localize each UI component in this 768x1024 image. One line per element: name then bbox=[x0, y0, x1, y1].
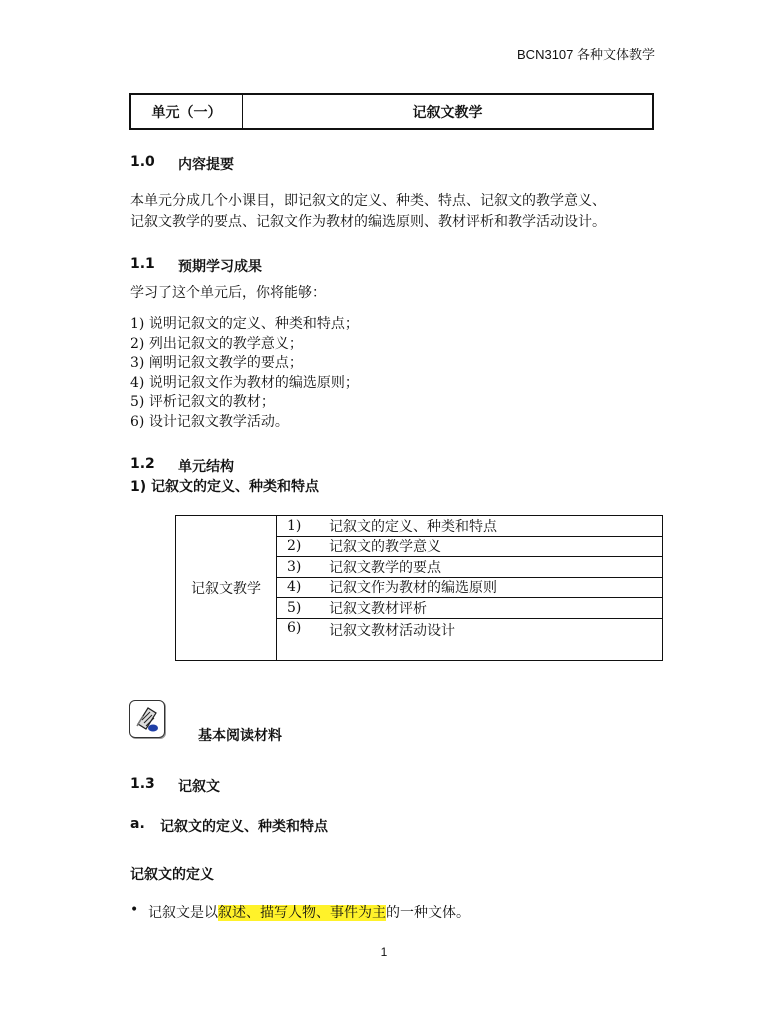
section-1-3-heading bbox=[130, 776, 220, 796]
row-number: 5) bbox=[287, 599, 302, 616]
section-number: 1.1 bbox=[130, 256, 155, 272]
section-subtitle: 1) 记叙文的定义、种类和特点 bbox=[130, 479, 320, 495]
section-title: 内容提要 bbox=[178, 157, 234, 173]
summary-line: 记叙文教学的要点、记叙文作为教材的编选原则、教材评析和教学活动设计。 bbox=[130, 214, 606, 230]
bullet-text-pre: 记叙文是以 bbox=[148, 905, 218, 921]
section-1-0-heading bbox=[130, 154, 234, 174]
table-row bbox=[277, 537, 662, 558]
summary-paragraph bbox=[130, 191, 650, 233]
list-item: 3) 阐明记叙文教学的要点； bbox=[130, 355, 303, 371]
unit-title: 记叙文教学 bbox=[412, 104, 483, 121]
table-row bbox=[277, 598, 662, 619]
list-item: 2) 列出记叙文的教学意义； bbox=[130, 335, 303, 352]
table-row bbox=[277, 578, 662, 599]
highlighted-text: 叙述、描写人物、事件为主 bbox=[218, 905, 386, 921]
section-1-2-heading bbox=[130, 456, 234, 476]
row-number: 3) bbox=[287, 558, 302, 575]
row-text: 记叙文教材评析 bbox=[329, 600, 427, 617]
list-item: 1) 说明记叙文的定义、种类和特点； bbox=[130, 316, 359, 332]
row-text: 记叙文的定义、种类和特点 bbox=[329, 518, 497, 535]
section-number: 1.2 bbox=[130, 456, 155, 472]
unit-label: 单元（一） bbox=[131, 95, 243, 128]
section-number: a. bbox=[130, 816, 145, 832]
section-1-1-heading bbox=[130, 256, 262, 276]
section-title: 记叙文 bbox=[178, 779, 220, 795]
structure-rows bbox=[277, 516, 662, 660]
row-number: 4) bbox=[287, 579, 302, 596]
row-number: 6) bbox=[287, 619, 302, 636]
definition-heading: 记叙文的定义 bbox=[130, 867, 214, 883]
section-title: 预期学习成果 bbox=[178, 259, 262, 275]
structure-topic-cell: 记叙文教学 bbox=[176, 516, 277, 660]
section-a-heading bbox=[130, 816, 328, 836]
reading-material-icon bbox=[129, 700, 165, 738]
row-number: 2) bbox=[287, 538, 302, 555]
bullet-dot: • bbox=[130, 902, 139, 918]
row-text: 记叙文教学的要点 bbox=[329, 559, 441, 576]
row-number: 1) bbox=[287, 517, 302, 534]
page-number: 1 bbox=[380, 945, 388, 959]
list-item: 6) 设计记叙文教学活动。 bbox=[130, 413, 289, 430]
table-row bbox=[277, 619, 662, 661]
unit-structure-table bbox=[175, 515, 663, 661]
row-text: 记叙文作为教材的编选原则 bbox=[329, 580, 497, 597]
list-item: 4) 说明记叙文作为教材的编选原则； bbox=[130, 374, 359, 391]
row-text: 记叙文的教学意义 bbox=[329, 539, 441, 556]
section-number: 1.0 bbox=[130, 154, 155, 170]
bullet-text-post: 的一种文体。 bbox=[386, 905, 470, 921]
definition-bullet bbox=[130, 902, 470, 922]
list-item: 5) 评析记叙文的教材； bbox=[130, 394, 275, 410]
outcomes-intro: 学习了这个单元后，你将能够： bbox=[130, 285, 326, 301]
table-row bbox=[277, 516, 662, 537]
section-title: 单元结构 bbox=[178, 459, 234, 475]
summary-line: 本单元分成几个小课目，即记叙文的定义、种类、特点、记叙文的教学意义、 bbox=[130, 193, 606, 209]
row-text: 记叙文教材活动设计 bbox=[329, 622, 455, 639]
outcomes-list bbox=[130, 315, 359, 432]
section-1-2-subheading bbox=[130, 476, 319, 496]
header-course-code: BCN3107 各种文体教学 bbox=[517, 47, 655, 62]
unit-title-box bbox=[129, 93, 654, 130]
table-row bbox=[277, 557, 662, 578]
reading-material-label: 基本阅读材料 bbox=[198, 728, 282, 744]
section-number: 1.3 bbox=[130, 776, 155, 792]
section-title: 记叙文的定义、种类和特点 bbox=[160, 819, 328, 835]
bullet-text bbox=[148, 902, 470, 922]
